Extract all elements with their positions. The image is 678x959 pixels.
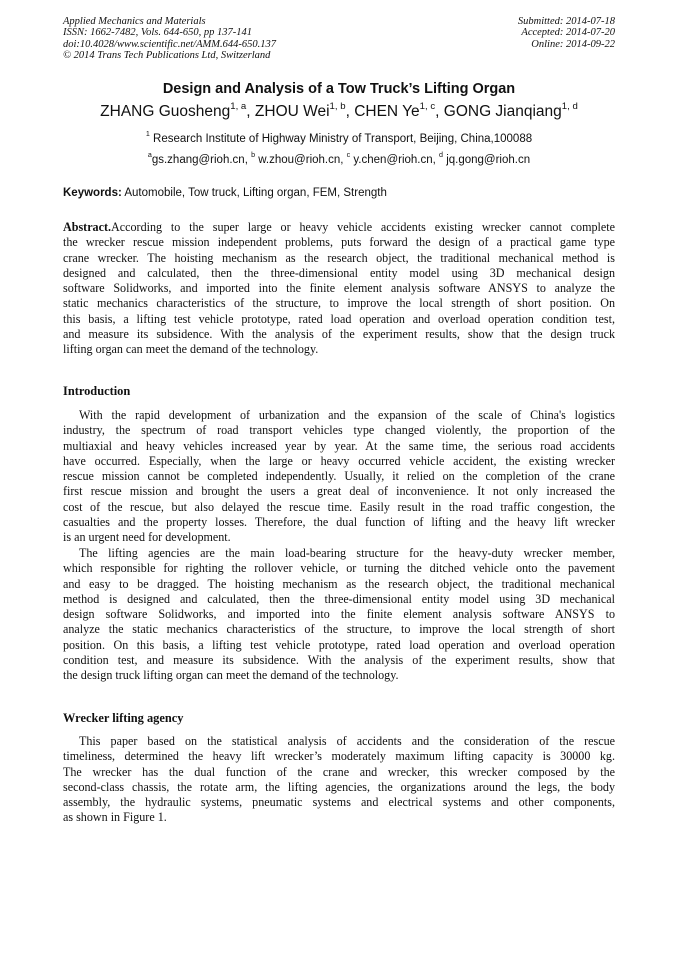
email-mark: c (346, 150, 351, 159)
paragraph-line: first rescue mission and brought the users a great deal of inconvenience. It not only increased the (63, 484, 615, 499)
paper-title: Design and Analysis of a Tow Truck’s Lifting Organ (162, 81, 516, 97)
author-separator: , (345, 103, 355, 121)
issn-line: ISSN: 1662-7482, Vols. 644-650, pp 137-141 (63, 27, 252, 39)
section-heading-wrecker: Wrecker lifting agency (63, 711, 184, 725)
paragraph-line: The lifting agencies are the main load-bearing structure for the heavy-duty wrecker member, (79, 546, 615, 560)
author-affil-mark: 1, c (419, 100, 436, 112)
copyright-line: © 2014 Trans Tech Publications Ltd, Switzerland (63, 49, 271, 61)
email-mark: d (439, 150, 443, 159)
wrecker-paragraph-1 (63, 734, 615, 826)
paragraph-line: as shown in Figure 1. (63, 810, 167, 825)
section-heading-introduction: Introduction (63, 384, 131, 398)
paragraph-line: second-class chassis, the rotate arm, the lifting agencies, the organizations around the legs, the body (63, 779, 615, 794)
journal-info (63, 16, 393, 61)
email-address: jq.gong@rioh.cn (443, 153, 531, 166)
paragraph-line: analyze the static mechanics characteristics of the structure, to improve the local strength of short (63, 622, 615, 637)
abstract-line: the wrecker rescue mission independent problems, puts forward the design of a practical game type (63, 235, 615, 250)
abstract-line: and measure its subsidence. With the analysis of the experiment results, show that the design truck (63, 327, 615, 342)
abstract-line: software Solidworks, and imported into the finite element analysis software ANSYS to analyze the (63, 281, 615, 296)
abstract-line: designed and calculated, then the three-dimensional entity model using 3D mechanical design (63, 265, 615, 280)
affiliation-mark: 1 (145, 129, 150, 138)
author-name: GONG Jianqiang (443, 103, 562, 121)
paragraph-line: which responsible for righting the rollover vehicle, or turning the ditched vehicle onto the pavement (63, 561, 615, 576)
abstract-line: lifting organ can meet the demand of the technology. (63, 342, 319, 357)
keywords-label: Keywords: (63, 187, 122, 199)
paragraph-line: casualties and the property losses. Therefore, the dual function of lifting and the heavy lift wrecker (63, 515, 615, 530)
paragraph-line: With the rapid development of urbanization and the expansion of the scale of China's logistics (79, 408, 615, 422)
paragraph-line: design software Solidworks, and imported into the finite element analysis software ANSYS to (63, 607, 615, 622)
paragraph-line: assembly, the hydraulic systems, pneumatic systems and electrical systems and other components, (63, 795, 615, 810)
author-affil-mark: 1, b (329, 100, 346, 112)
paragraph-line: position. On this basis, a lifting test vehicle prototype, rated load operation and overload operation (63, 637, 615, 652)
paragraph-line: timeliness, determined the heavy lift wrecker’s moderately maximum lifting capacity is 30000 kg. (63, 749, 615, 764)
affiliation-text: Research Institute of Highway Ministry of Transport, Beijing, China,100088 (149, 132, 533, 145)
dates-info (385, 16, 615, 50)
paragraph-line: This paper based on the statistical analysis of accidents and the consideration of the rescue (79, 734, 615, 748)
abstract-line: static mechanics characteristics of the structure, to improve the local strength of short position. On (63, 296, 615, 311)
email-address: w.zhou@rioh.cn, (255, 153, 347, 166)
paragraph-line: the design truck lifting organ can meet the demand of the technology. (63, 668, 399, 683)
keywords-text: Automobile, Tow truck, Lifting organ, FEM, Strength (121, 187, 387, 199)
submitted-date: Submitted: 2014-07-18 (517, 16, 615, 27)
abstract-line (63, 220, 615, 235)
accepted-date: Accepted: 2014-07-20 (521, 27, 615, 39)
affiliation (0, 131, 678, 145)
introduction-paragraph-1 (63, 408, 615, 546)
author-list (0, 102, 678, 121)
abstract-line-text: According to the super large or heavy vehicle accidents existing wrecker cannot complete (111, 220, 615, 234)
paragraph-line: rescue mission cannot be completed independently. Usually, it relied on the completion of the crane (63, 469, 615, 484)
email-mark: b (251, 150, 256, 159)
author-separator: , (246, 103, 255, 121)
author-name: ZHOU Wei (254, 103, 330, 121)
abstract-line: crane wrecker. The hoisting mechanism as the research object, the traditional mechanical method is (63, 250, 615, 265)
paragraph-line: condition test, and measure its subsidence. With the analysis of the experiment results, show that (63, 653, 615, 668)
online-date: Online: 2014-09-22 (531, 38, 615, 50)
doi-line: doi:10.4028/www.scientific.net/AMM.644-650.137 (63, 38, 276, 50)
abstract-label: Abstract. (63, 220, 112, 234)
paragraph-line: multiaxial and heavy vehicles increased year by year. At the same time, the serious road accidents (63, 438, 615, 453)
paragraph-line: is an urgent need for development. (63, 530, 231, 545)
keywords (63, 187, 615, 199)
email-mark: a (147, 150, 152, 159)
author-affil-mark: 1, a (230, 100, 247, 112)
abstract-line: this basis, a lifting test vehicle prototype, rated load operation and overload operation condition test, (63, 311, 615, 326)
paragraph-line: industry, the spectrum of road transport vehicles type changed violently, the proportion of the (63, 423, 615, 438)
email-address: gs.zhang@rioh.cn, (151, 153, 252, 166)
email-list (0, 152, 678, 166)
paragraph-line: method is designed and calculated, then the three-dimensional entity model using 3D mechanical (63, 591, 615, 606)
paragraph-line: and easy to be dragged. The hoisting mechanism as the research object, the traditional mechanical (63, 576, 615, 591)
abstract (63, 220, 615, 358)
author-separator: , (435, 103, 444, 121)
paragraph-line: have occurred. Especially, when the large or heavy occurred vehicle accident, the existing wrecker (63, 453, 615, 468)
introduction-paragraph-2 (63, 546, 615, 684)
author-affil-mark: 1, d (561, 100, 578, 112)
paragraph-line: cost of the rescue, but also delayed the rescue time. Easily result in the road traffic congestion, the (63, 499, 615, 514)
email-address: y.chen@rioh.cn, (350, 153, 440, 166)
journal-name: Applied Mechanics and Materials (63, 16, 206, 27)
paragraph-line: The wrecker has the dual function of the crane and wrecker, this wrecker composed by the (63, 764, 615, 779)
author-name: ZHANG Guosheng (100, 103, 231, 121)
author-name: CHEN Ye (354, 103, 420, 121)
